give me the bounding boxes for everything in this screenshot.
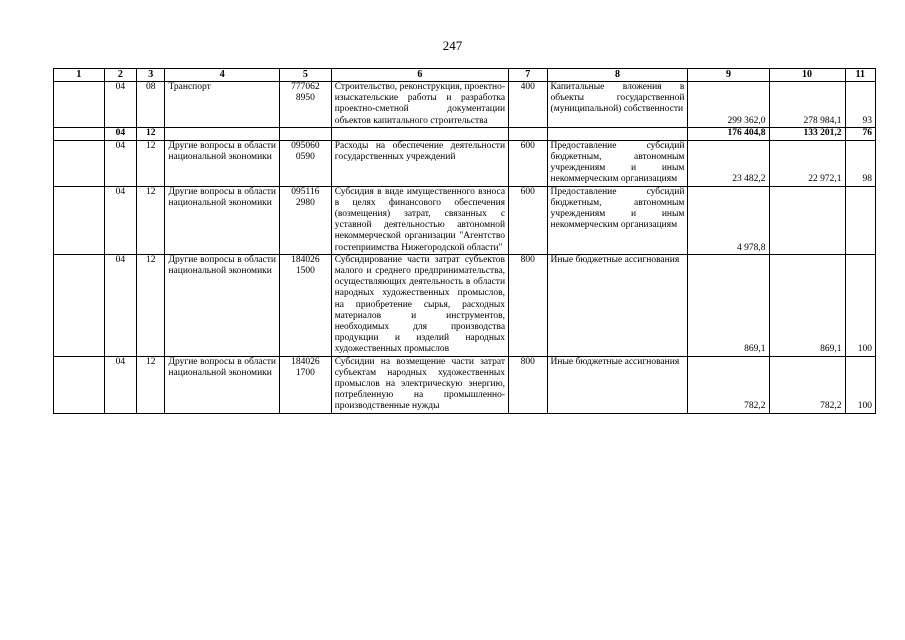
cell-target-code xyxy=(280,127,332,140)
col-header: 4 xyxy=(165,69,280,82)
cell-plan: 23 482,2 xyxy=(688,140,769,186)
cell-col1 xyxy=(54,140,105,186)
cell-plan: 299 362,0 xyxy=(688,82,769,128)
cell-percent: 93 xyxy=(845,82,875,128)
cell-subsection-name: Транспорт xyxy=(165,82,280,128)
cell-actual: 22 972,1 xyxy=(769,140,845,186)
col-header: 6 xyxy=(331,69,508,82)
cell-section: 04 xyxy=(104,82,136,128)
cell-expense-code: 800 xyxy=(509,356,548,413)
cell-subsection: 12 xyxy=(137,254,165,356)
col-header: 3 xyxy=(137,69,165,82)
cell-plan: 4 978,8 xyxy=(688,186,769,254)
cell-expense-code xyxy=(509,127,548,140)
cell-col1 xyxy=(54,82,105,128)
col-header: 5 xyxy=(280,69,332,82)
cell-expense-name xyxy=(547,127,688,140)
budget-table xyxy=(53,68,876,414)
col-header: 8 xyxy=(547,69,688,82)
cell-percent: 98 xyxy=(845,140,875,186)
table-row xyxy=(54,82,876,128)
cell-col1 xyxy=(54,254,105,356)
cell-subsection: 08 xyxy=(137,82,165,128)
col-header: 10 xyxy=(769,69,845,82)
cell-percent: 100 xyxy=(845,254,875,356)
cell-target-code: 184026 1500 xyxy=(280,254,332,356)
cell-percent: 76 xyxy=(845,127,875,140)
cell-target-name xyxy=(331,127,508,140)
cell-target-name: Субсидия в виде имущественного взноса в целях финансового обеспечения (возмещения) затрат, связанных с уставной деятельностью автономной некоммерческой организации "Агентство гостеприимства Нижегородской области" xyxy=(331,186,508,254)
cell-expense-name: Предоставление субсидий бюджетным, автономным учреждениям и иным некоммерческим организациям xyxy=(547,186,688,254)
cell-actual: 782,2 xyxy=(769,356,845,413)
cell-section: 04 xyxy=(104,254,136,356)
cell-expense-code: 600 xyxy=(509,140,548,186)
cell-expense-code: 600 xyxy=(509,186,548,254)
cell-subsection: 12 xyxy=(137,127,165,140)
cell-target-name: Расходы на обеспечение деятельности государственных учреждений xyxy=(331,140,508,186)
table-row xyxy=(54,186,876,254)
cell-section: 04 xyxy=(104,127,136,140)
col-header: 9 xyxy=(688,69,769,82)
cell-expense-name: Предоставление субсидий бюджетным, автономным учреждениям и иным некоммерческим организациям xyxy=(547,140,688,186)
cell-expense-name: Иные бюджетные ассигнования xyxy=(547,254,688,356)
cell-plan: 782,2 xyxy=(688,356,769,413)
cell-subsection-name: Другие вопросы в области национальной экономики xyxy=(165,186,280,254)
cell-subsection: 12 xyxy=(137,186,165,254)
cell-target-name: Субсидирование части затрат субъектов малого и среднего предпринимательства, осуществляющих деятельность в области народных художественных промыслов, на приобретение сырья, расходных материалов и инструментов, необходимых для производства продукции и изделий народных художественных промыслов xyxy=(331,254,508,356)
cell-percent xyxy=(845,186,875,254)
cell-target-code: 777062 8950 xyxy=(280,82,332,128)
cell-expense-name: Капитальные вложения в объекты государственной (муниципальной) собственности xyxy=(547,82,688,128)
table-row xyxy=(54,140,876,186)
cell-actual: 869,1 xyxy=(769,254,845,356)
col-header: 2 xyxy=(104,69,136,82)
cell-subsection-name: Другие вопросы в области национальной экономики xyxy=(165,356,280,413)
cell-target-code: 095060 0590 xyxy=(280,140,332,186)
cell-section: 04 xyxy=(104,140,136,186)
cell-percent: 100 xyxy=(845,356,875,413)
cell-actual xyxy=(769,186,845,254)
cell-col1 xyxy=(54,356,105,413)
cell-subsection: 12 xyxy=(137,356,165,413)
cell-target-code: 095116 2980 xyxy=(280,186,332,254)
cell-target-name: Строительство, реконструкция, проектно-изыскательские работы и разработка проектно-сметной документации объектов капитального строительства xyxy=(331,82,508,128)
cell-target-code: 184026 1700 xyxy=(280,356,332,413)
cell-expense-code: 400 xyxy=(509,82,548,128)
cell-plan: 176 404,8 xyxy=(688,127,769,140)
cell-section: 04 xyxy=(104,186,136,254)
col-header: 1 xyxy=(54,69,105,82)
cell-subsection-name xyxy=(165,127,280,140)
page-number: 247 xyxy=(442,38,463,53)
cell-subsection: 12 xyxy=(137,140,165,186)
cell-col1 xyxy=(54,127,105,140)
cell-expense-name: Иные бюджетные ассигнования xyxy=(547,356,688,413)
table-row xyxy=(54,254,876,356)
cell-col1 xyxy=(54,186,105,254)
table-row xyxy=(54,356,876,413)
cell-plan: 869,1 xyxy=(688,254,769,356)
cell-expense-code: 800 xyxy=(509,254,548,356)
cell-section: 04 xyxy=(104,356,136,413)
table-row-total xyxy=(54,127,876,140)
col-header: 7 xyxy=(509,69,548,82)
cell-subsection-name: Другие вопросы в области национальной экономики xyxy=(165,140,280,186)
column-number-row xyxy=(54,69,876,82)
cell-subsection-name: Другие вопросы в области национальной экономики xyxy=(165,254,280,356)
cell-target-name: Субсидии на возмещение части затрат субъектам народных художественных промыслов на электрическую энергию, потребленную на промышленно-производственные нужды xyxy=(331,356,508,413)
cell-actual: 133 201,2 xyxy=(769,127,845,140)
cell-actual: 278 984,1 xyxy=(769,82,845,128)
col-header: 11 xyxy=(845,69,875,82)
